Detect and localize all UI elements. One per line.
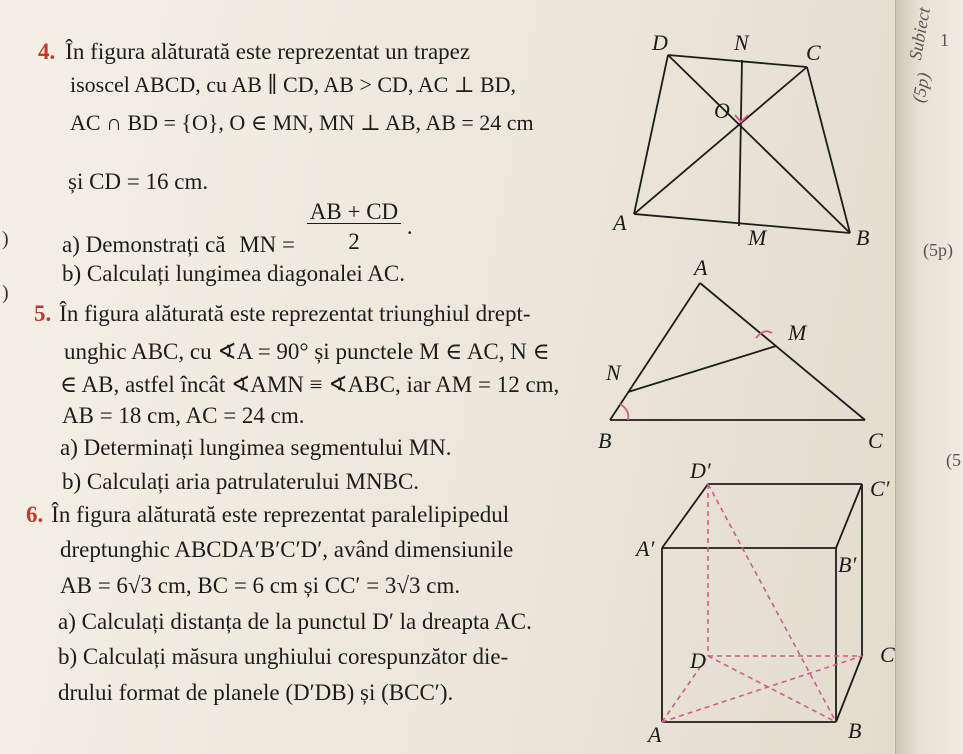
p5-line4: AB = 18 cm, AC = 24 cm.	[62, 403, 305, 428]
box-edge-BC	[836, 656, 862, 722]
p5-line2: unghic ABC, cu ∢A = 90° și punctele M ∈ AC, N ∈	[64, 339, 550, 364]
box-edge-BpCp	[836, 484, 862, 548]
p4-number: 4.	[38, 39, 56, 64]
p4-line4: și CD = 16 cm.	[68, 169, 209, 194]
box-label-C: C	[880, 642, 895, 667]
box-label-Cp: C′	[870, 476, 890, 501]
p6-number: 6.	[26, 502, 44, 527]
points-label-2: (5p)	[923, 240, 953, 260]
p6-line3: AB = 6√3 cm, BC = 6 cm și CC′ = 3√3 cm.	[60, 573, 461, 598]
tri-label-M: M	[788, 320, 807, 345]
subject-side-label: Subiect	[905, 5, 934, 62]
p4-a-frac-numerator: AB + CD	[307, 200, 401, 224]
trap-label-N: N	[734, 30, 749, 55]
margin-paren-b: )	[2, 282, 9, 304]
p5-part-b: b) Calculați aria patrulaterului MNBC.	[62, 469, 420, 494]
box-label-D: D	[690, 648, 706, 673]
tri-label-A: A	[694, 255, 708, 280]
box-label-A: A	[648, 722, 662, 747]
tri-label-C: C	[868, 428, 883, 453]
trap-label-D: D	[652, 30, 668, 55]
p6-part-a: a) Calculați distanța de la punctul D′ la dreapta AC.	[58, 609, 532, 634]
p4-a-frac-denominator: 2	[348, 229, 360, 254]
points-label-1: (5p)	[908, 70, 934, 105]
trap-label-M: M	[748, 225, 767, 250]
box-edge-ApDp	[662, 484, 708, 548]
p4-line2: isoscel ABCD, cu AB ∥ CD, AB > CD, AC ⊥ BD,	[70, 72, 517, 97]
p4-a-prefix: a) Demonstrați că	[62, 231, 226, 257]
p6-part-b-line2: drului format de planele (D′DB) și (BCC′).	[58, 680, 454, 705]
box-label-Ap: A′	[636, 536, 655, 561]
trap-label-A: A	[613, 210, 627, 235]
p4-text-1: În figura alăturată este reprezentat un trapez	[65, 39, 471, 64]
box-diagonal-DpB	[708, 484, 836, 722]
p4-a-lhs: MN =	[239, 231, 296, 257]
tri-label-N: N	[606, 360, 621, 385]
p6-text-1: În figura alăturată este reprezentat paralelipipedul	[51, 502, 510, 527]
p6-line2: dreptunghic ABCDA′B′C′D′, având dimensiunile	[60, 537, 514, 562]
p4-a-end: .	[406, 213, 413, 239]
p5-text-1: În figura alăturată este reprezentat triunghiul drept-	[59, 301, 531, 326]
points-label-3: (5	[946, 450, 961, 470]
p4-part-b: b) Calculați lungimea diagonalei AC.	[62, 261, 406, 286]
box-label-Bp: B′	[838, 552, 857, 577]
p4-line3: AC ∩ BD = {O}, O ∈ MN, MN ⊥ AB, AB = 24 cm	[70, 110, 534, 135]
p5-line3: ∈ AB, astfel încât ∢AMN ≡ ∢ABC, iar AM = 12 cm,	[60, 372, 560, 397]
p5-part-a: a) Determinați lungimea segmentului MN.	[60, 435, 452, 460]
trap-label-B: B	[856, 225, 870, 250]
trap-label-C: C	[806, 40, 821, 65]
p5-number: 5.	[34, 301, 52, 326]
trap-label-O: O	[714, 98, 730, 123]
box-diagonal-DB	[708, 656, 836, 722]
box-label-Dp: D′	[690, 458, 711, 483]
box-label-B: B	[848, 718, 862, 743]
p6-part-b-line1: b) Calculați măsura unghiului corespunzător die-	[58, 644, 509, 669]
subject-side-number: 1	[940, 30, 949, 50]
margin-paren-a: )	[2, 228, 9, 250]
tri-label-B: B	[598, 428, 612, 453]
